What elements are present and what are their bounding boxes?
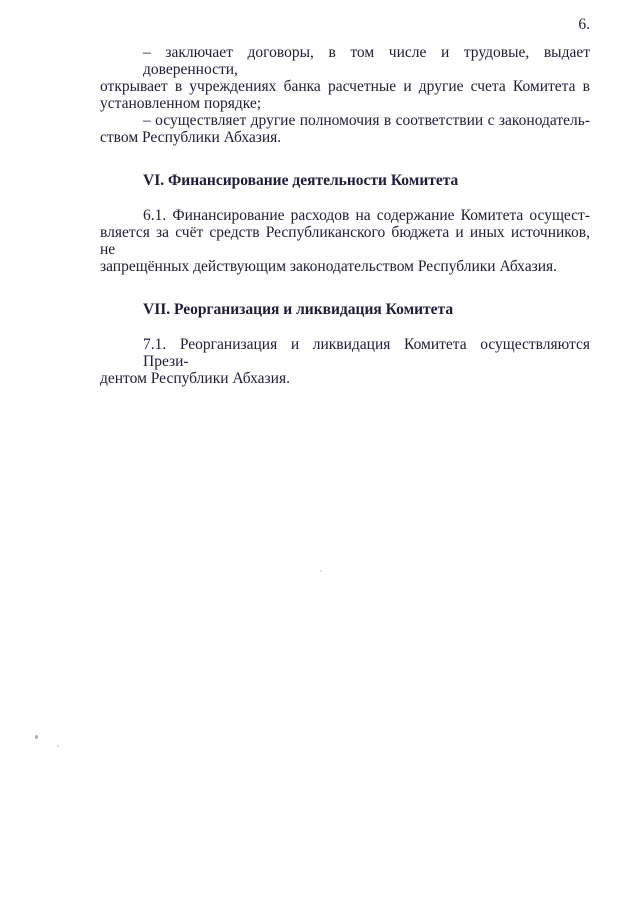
scan-speck: [238, 347, 240, 349]
paragraph-7-1: [100, 336, 590, 387]
paragraph-line: – осуществляет другие полномочия в соответствии с законодатель-: [143, 112, 590, 129]
scan-speck: [57, 745, 59, 747]
paragraph-line: вляется за счёт средств Республиканского бюджета и иных источников, не: [100, 224, 590, 258]
paragraph-powers: [100, 112, 590, 146]
paragraph-line: – заключает договоры, в том числе и трудовые, выдает доверенности,: [143, 44, 590, 78]
paragraph-line: установленном порядке;: [100, 95, 262, 112]
paragraph-line: 7.1. Реорганизация и ликвидация Комитета осуществляются Прези-: [143, 336, 590, 370]
paragraph-line: 6.1. Финансирование расходов на содержание Комитета осущест-: [143, 207, 590, 224]
paragraph-line: дентом Республики Абхазия.: [100, 370, 290, 387]
paragraph-line: запрещённых действующим законодательством Республики Абхазия.: [100, 258, 558, 275]
scan-speck: [320, 570, 322, 572]
section-heading-vii: VII. Реорганизация и ликвидация Комитета: [143, 301, 454, 318]
paragraph-line: открывает в учреждениях банка расчетные и другие счета Комитета в: [100, 78, 590, 95]
paragraph-line: ством Республики Абхазия.: [100, 129, 282, 146]
page-number: 6.: [578, 16, 590, 33]
document-body: [100, 44, 590, 387]
paragraph-contracts: [100, 44, 590, 112]
section-heading-vi: VI. Финансирование деятельности Комитета: [143, 172, 459, 189]
paragraph-6-1: [100, 207, 590, 275]
scan-speck: [35, 735, 38, 739]
